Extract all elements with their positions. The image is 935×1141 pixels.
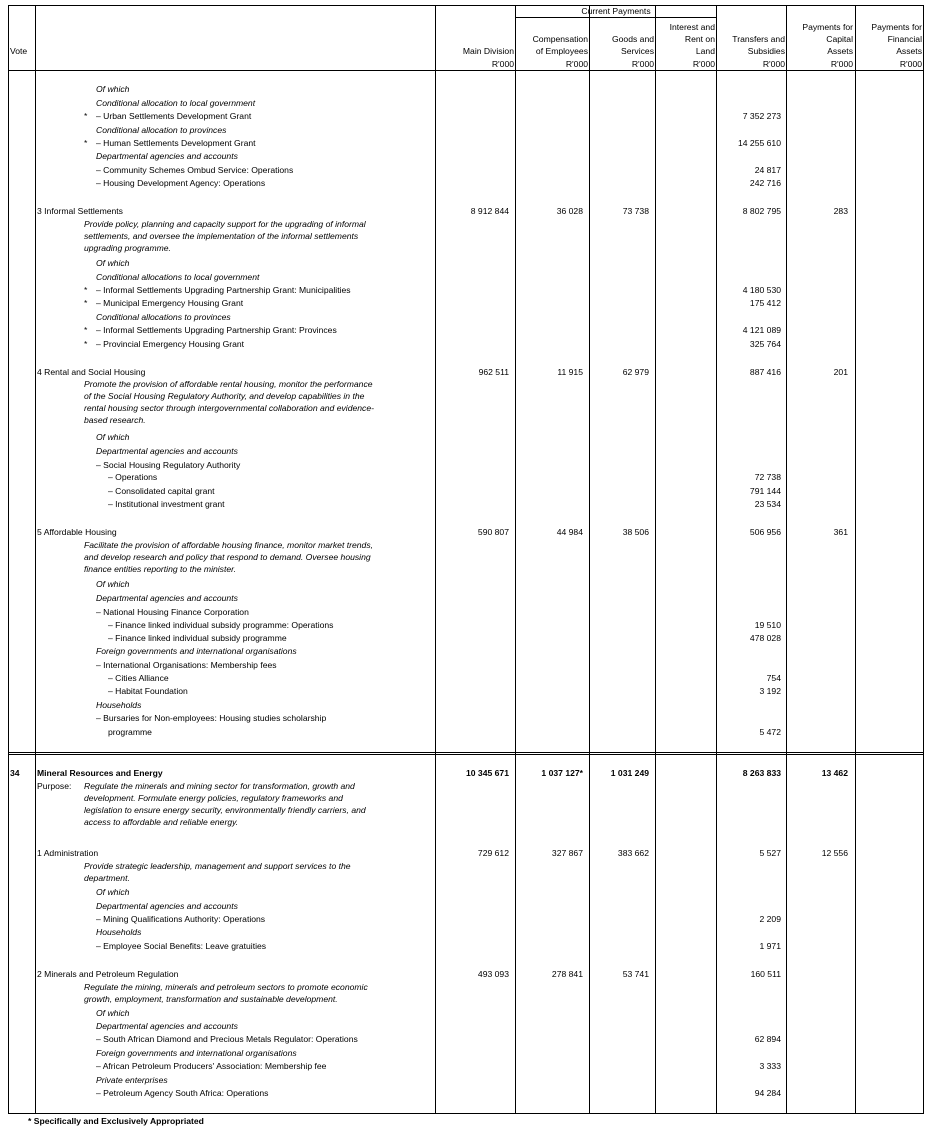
row-label: access to affordable and reliable energy. (84, 817, 239, 827)
value-main: 590 807 (477, 527, 509, 537)
grid-horizontal-line (8, 1113, 923, 1114)
value-goods: 38 506 (622, 527, 649, 537)
value-transfers: 4 121 089 (742, 325, 781, 335)
row-label: – National Housing Finance Corporation (96, 607, 249, 617)
header-financial-2: Financial (887, 34, 922, 44)
section-separator-line (8, 754, 923, 755)
value-comp: 278 841 (551, 969, 583, 979)
row-label: – South African Diamond and Precious Metals Regulator: Operations (96, 1034, 358, 1044)
row-label: – Cities Alliance (108, 673, 169, 683)
specifically-appropriated-marker: * (84, 325, 88, 335)
row-label: 4 Rental and Social Housing (37, 367, 146, 377)
row-label: Conditional allocation to local government (96, 98, 256, 108)
value-transfers: 5 472 (759, 727, 781, 737)
value-transfers: 325 764 (749, 339, 781, 349)
value-transfers: 478 028 (749, 633, 781, 643)
row-label: 5 Affordable Housing (37, 527, 117, 537)
value-transfers: 160 511 (750, 969, 781, 979)
row-label: – Social Housing Regulatory Authority (96, 460, 241, 470)
value-transfers: 175 412 (749, 298, 781, 308)
row-label: programme (108, 727, 152, 737)
row-label: upgrading programme. (84, 243, 171, 253)
value-capital: 201 (833, 367, 848, 377)
row-label: legislation to ensure energy security, environmentally friendly carriers, and (84, 805, 366, 815)
row-label: – Housing Development Agency: Operations (96, 178, 266, 188)
unit-capital: R'000 (830, 59, 853, 69)
value-transfers: 8 802 795 (742, 206, 781, 216)
vote-number: 34 (10, 768, 20, 778)
unit-compensation: R'000 (565, 59, 588, 69)
header-goods-2: Services (621, 46, 654, 56)
row-label: Facilitate the provision of affordable housing finance, monitor market trends, (84, 540, 373, 550)
header-transfers-2: Subsidies (747, 46, 785, 56)
specifically-appropriated-marker: * (84, 285, 88, 295)
specifically-appropriated-marker: * (84, 138, 88, 148)
row-label: Private enterprises (96, 1075, 168, 1085)
header-capital-2: Capital (826, 34, 853, 44)
value-transfers: 1 971 (759, 941, 781, 951)
unit-goods: R'000 (631, 59, 654, 69)
unit-interest: R'000 (692, 59, 715, 69)
grid-horizontal-line (515, 17, 716, 18)
row-label: Departmental agencies and accounts (96, 151, 238, 161)
row-label: Departmental agencies and accounts (96, 901, 238, 911)
specifically-appropriated-marker: * (84, 298, 88, 308)
header-transfers-1: Transfers and (732, 34, 785, 44)
value-goods: 62 979 (622, 367, 649, 377)
row-label: – Finance linked individual subsidy programme (108, 633, 287, 643)
row-label: – Informal Settlements Upgrading Partnership Grant: Municipalities (96, 285, 351, 295)
row-label: Of which (96, 887, 130, 897)
row-label: Households (96, 927, 142, 937)
value-goods: 73 738 (622, 206, 649, 216)
row-label: settlements, and oversee the implementation of the informal settlements (84, 231, 359, 241)
row-label: – Municipal Emergency Housing Grant (96, 298, 244, 308)
value-transfers: 506 956 (749, 527, 781, 537)
header-financial-3: Assets (896, 46, 922, 56)
row-label: finance entities reporting to the minister. (84, 564, 237, 574)
row-label: – Consolidated capital grant (108, 486, 215, 496)
row-label: Conditional allocations to local government (96, 272, 260, 282)
row-label: Foreign governments and international organisations (96, 1048, 297, 1058)
row-label: – Habitat Foundation (108, 686, 188, 696)
specifically-appropriated-marker: * (84, 339, 88, 349)
row-label: Provide strategic leadership, management and support services to the (84, 861, 351, 871)
row-label: Foreign governments and international organisations (96, 646, 297, 656)
value-main: 962 511 (478, 367, 509, 377)
value-transfers: 887 416 (749, 367, 781, 377)
row-label: – Employee Social Benefits: Leave gratuities (96, 941, 267, 951)
row-label: Conditional allocation to provinces (96, 125, 227, 135)
specifically-appropriated-marker: * (84, 111, 88, 121)
unit-financial: R'000 (899, 59, 922, 69)
value-transfers: 8 263 833 (742, 768, 781, 778)
row-label: Households (96, 700, 142, 710)
header-interest-1: Interest and (669, 22, 715, 32)
row-label: Promote the provision of affordable rental housing, monitor the performance (84, 379, 373, 389)
row-label: – Urban Settlements Development Grant (96, 111, 252, 121)
row-label: 1 Administration (37, 848, 99, 858)
row-label: Conditional allocations to provinces (96, 312, 231, 322)
value-main: 729 612 (477, 848, 509, 858)
value-capital: 12 556 (821, 848, 848, 858)
value-main: 493 093 (477, 969, 509, 979)
header-capital-3: Assets (827, 46, 853, 56)
row-label: and develop research and policy that respond to demand. Oversee housing (84, 552, 371, 562)
row-label: Of which (96, 432, 130, 442)
value-transfers: 19 510 (754, 620, 781, 630)
row-label: of the Social Housing Regulatory Authority, and develop capabilities in the (84, 391, 365, 401)
row-label: – Operations (108, 472, 158, 482)
row-label: Mineral Resources and Energy (37, 768, 163, 778)
value-comp: 11 915 (557, 367, 583, 377)
row-label: 2 Minerals and Petroleum Regulation (37, 969, 179, 979)
value-comp: 44 984 (556, 527, 583, 537)
value-transfers: 7 352 273 (742, 111, 781, 121)
row-label: Of which (96, 579, 130, 589)
row-label: – Finance linked individual subsidy programme: Operations (108, 620, 334, 630)
row-label: rental housing sector through intergovernmental collaboration and evidence- (84, 403, 374, 413)
row-label: Of which (96, 1008, 130, 1018)
row-label: Of which (96, 84, 130, 94)
value-transfers: 5 527 (759, 848, 781, 858)
value-transfers: 3 333 (759, 1061, 781, 1071)
row-label: – Informal Settlements Upgrading Partnership Grant: Provinces (96, 325, 337, 335)
header-vote: Vote (10, 46, 28, 56)
header-compensation-2: of Employees (535, 46, 588, 56)
header-financial-1: Payments for (871, 22, 922, 32)
unit-transfers: R'000 (762, 59, 785, 69)
value-capital: 361 (833, 527, 848, 537)
header-interest-2: Rent on (684, 34, 715, 44)
grid-vertical-line (589, 5, 590, 1114)
value-main: 8 912 844 (470, 206, 509, 216)
row-label: Regulate the minerals and mining sector for transformation, growth and (84, 781, 355, 791)
value-transfers: 94 284 (754, 1088, 781, 1098)
grid-horizontal-line (8, 752, 923, 753)
value-transfers: 24 817 (754, 165, 781, 175)
value-transfers: 4 180 530 (742, 285, 781, 295)
grid-vertical-line (716, 5, 717, 1114)
row-label: Regulate the mining, minerals and petroleum sectors to promote economic (84, 982, 368, 992)
row-label: growth, employment, transformation and sustainable development. (84, 994, 338, 1004)
value-transfers: 3 192 (759, 686, 781, 696)
value-transfers: 791 144 (749, 486, 781, 496)
row-label: Departmental agencies and accounts (96, 446, 238, 456)
value-transfers: 754 (766, 673, 781, 683)
grid-vertical-line (515, 5, 516, 1114)
value-goods: 1 031 249 (610, 768, 649, 778)
row-label: department. (84, 873, 130, 883)
grid-vertical-line (855, 5, 856, 1114)
unit-main-division: R'000 (491, 59, 514, 69)
row-label: development. Formulate energy policies, regulatory frameworks and (84, 793, 343, 803)
row-label: based research. (84, 415, 146, 425)
value-goods: 383 662 (617, 848, 649, 858)
value-comp: 327 867 (551, 848, 583, 858)
row-label: – Provincial Emergency Housing Grant (96, 339, 245, 349)
row-label: – Human Settlements Development Grant (96, 138, 256, 148)
row-label: Departmental agencies and accounts (96, 593, 238, 603)
row-label: 3 Informal Settlements (37, 206, 123, 216)
row-label: – Petroleum Agency South Africa: Operations (96, 1088, 269, 1098)
grid-vertical-line (655, 5, 656, 1114)
value-transfers: 23 534 (754, 499, 781, 509)
row-label: Purpose: (37, 781, 72, 791)
value-comp: 1 037 127* (541, 768, 583, 778)
value-transfers: 2 209 (759, 914, 781, 924)
value-main: 10 345 671 (465, 768, 509, 778)
value-capital: 13 462 (821, 768, 848, 778)
value-capital: 283 (833, 206, 848, 216)
row-label: – Institutional investment grant (108, 499, 225, 509)
value-transfers: 14 255 610 (737, 138, 781, 148)
grid-vertical-line (435, 5, 436, 1114)
value-transfers: 242 716 (749, 178, 781, 188)
grid-vertical-line (923, 5, 924, 1114)
row-label: – Bursaries for Non-employees: Housing studies scholarship (96, 713, 327, 723)
grid-vertical-line (35, 5, 36, 1114)
grid-horizontal-line (8, 70, 923, 71)
grid-horizontal-line (8, 5, 923, 6)
header-interest-3: Land (695, 46, 715, 56)
row-label: – Community Schemes Ombud Service: Operations (96, 165, 294, 175)
row-label: – Mining Qualifications Authority: Operations (96, 914, 266, 924)
grid-vertical-line (8, 5, 9, 1114)
row-label: Departmental agencies and accounts (96, 1021, 238, 1031)
header-main-division: Main Division (462, 46, 514, 56)
row-label: Of which (96, 258, 130, 268)
header-capital-1: Payments for (802, 22, 853, 32)
value-transfers: 62 894 (754, 1034, 781, 1044)
value-goods: 53 741 (622, 969, 649, 979)
header-current-payments: Current Payments (581, 6, 651, 16)
row-label: – African Petroleum Producers' Association: Membership fee (96, 1061, 327, 1071)
header-compensation-1: Compensation (532, 34, 588, 44)
value-comp: 36 028 (556, 206, 583, 216)
grid-vertical-line (786, 5, 787, 1114)
value-transfers: 72 738 (754, 472, 781, 482)
header-goods-1: Goods and (611, 34, 654, 44)
row-label: Provide policy, planning and capacity support for the upgrading of informal (84, 219, 366, 229)
row-label: – International Organisations: Membership fees (96, 660, 277, 670)
footnote: * Specifically and Exclusively Appropriated (28, 1116, 204, 1126)
